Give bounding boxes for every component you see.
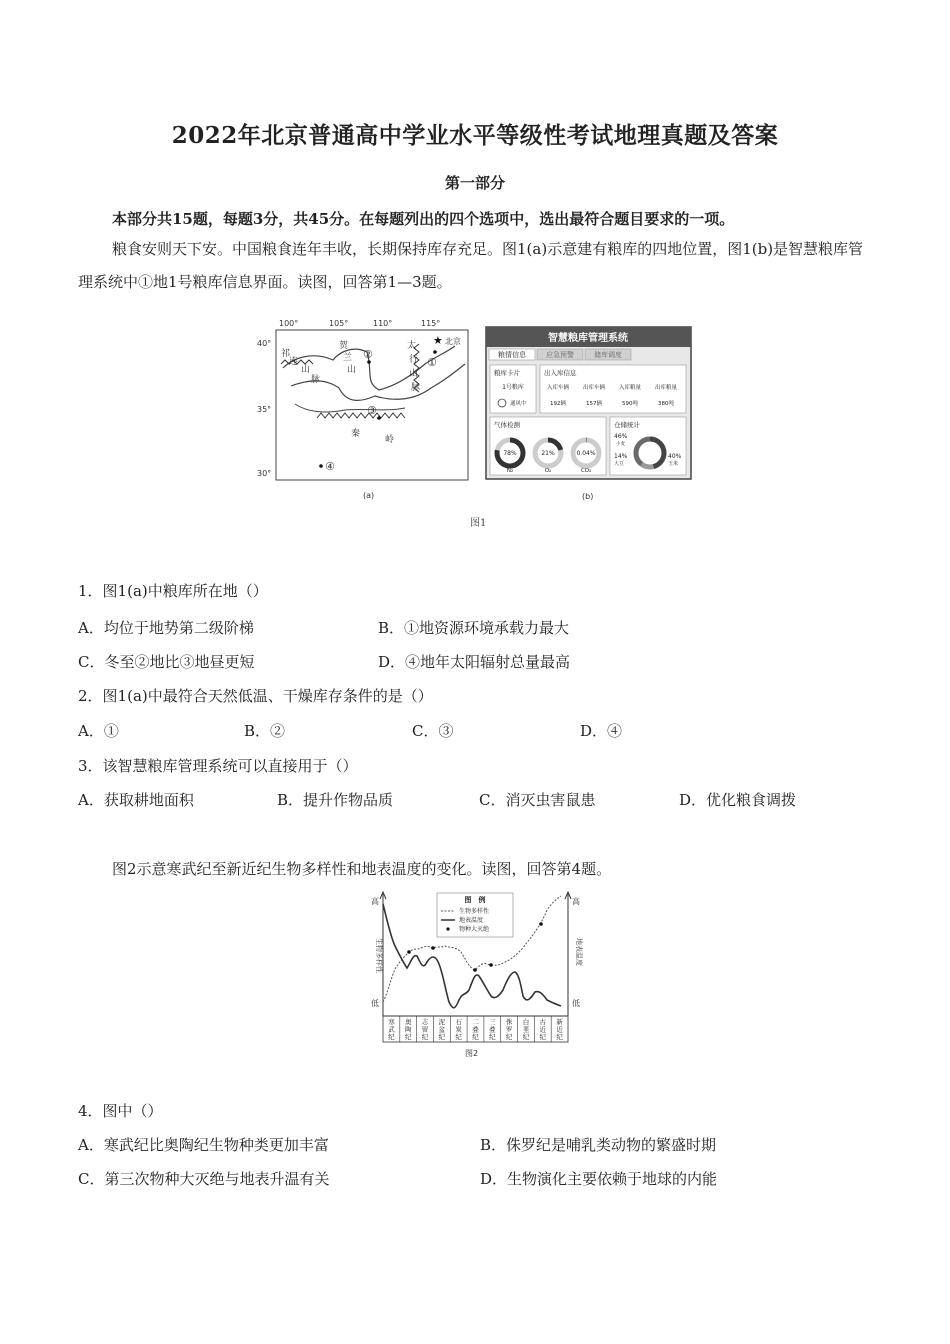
- figure-1a-label: (a): [363, 491, 375, 500]
- period-label: 陶: [404, 1025, 412, 1034]
- period-label: 志: [421, 1018, 429, 1026]
- beijing-label: 北京: [445, 337, 461, 346]
- svg-text:②: ②: [363, 348, 373, 361]
- q2-option-c: C．③: [412, 722, 454, 740]
- q2-stem: 2．图1(a)中最符合天然低温、干燥库存条件的是（）: [78, 687, 433, 705]
- instructions: 本部分共15题，每题3分，共45分。在每题列出的四个选项中，选出最符合题目要求的一项。: [112, 210, 735, 228]
- period-label: 近: [539, 1025, 547, 1034]
- svg-text:兰: 兰: [343, 353, 353, 363]
- svg-text:46%: 46%: [614, 433, 628, 440]
- q1-option-d: D．④地年太阳辐射总量最高: [378, 653, 571, 671]
- figure-1-caption: 图1: [470, 518, 487, 529]
- q2-option-a: A．①: [78, 722, 119, 740]
- figure-1b-label: (b): [582, 492, 594, 501]
- lon-label: 110°: [373, 319, 393, 328]
- left-high-label: 高: [371, 897, 379, 906]
- legend-title: 图 例: [464, 896, 486, 904]
- period-label: 纪: [404, 1033, 412, 1041]
- period-label: 罗: [505, 1025, 513, 1034]
- mountain-qinling: [317, 413, 405, 418]
- lon-label: 105°: [329, 319, 349, 328]
- svg-text:小麦: 小麦: [616, 442, 625, 447]
- q4-stem: 4．图中（）: [78, 1102, 163, 1120]
- q4-option-a: A．寒武纪比奥陶纪生物种类更加丰富: [78, 1136, 329, 1154]
- river-south: [295, 404, 405, 412]
- svg-text:1号粮库: 1号粮库: [502, 384, 524, 391]
- figure-1a-map: [255, 316, 480, 506]
- panel-header-title: 智慧粮库管理系统: [548, 333, 628, 344]
- period-label: 纪: [556, 1033, 563, 1041]
- gauge-percent: 0.04%: [576, 450, 596, 457]
- svg-text:出入库信息: 出入库信息: [544, 369, 577, 377]
- period-label: 石: [455, 1018, 462, 1026]
- intro-paragraph-2: 图2示意寒武纪至新近纪生物多样性和地表温度的变化。读图，回答第4题。: [112, 860, 612, 878]
- lon-label: 115°: [421, 319, 441, 328]
- svg-text:入库粮量: 入库粮量: [618, 385, 642, 391]
- q3-option-b: B．提升作物品质: [277, 791, 394, 809]
- period-label: 纪: [421, 1033, 429, 1041]
- svg-text:太: 太: [407, 341, 417, 351]
- period-label: 奥: [404, 1018, 412, 1026]
- svg-text:玉米: 玉米: [668, 461, 679, 467]
- q4-option-b: B．侏罗纪是哺乳类动物的繁盛时期: [480, 1136, 717, 1154]
- period-label: 炭: [455, 1025, 462, 1034]
- period-label: 纪: [438, 1033, 446, 1041]
- period-label: 纪: [455, 1033, 462, 1041]
- period-label: 留: [421, 1025, 429, 1034]
- star-icon: ★: [433, 334, 443, 347]
- svg-text:入库车辆: 入库车辆: [546, 385, 570, 391]
- svg-text:山: 山: [409, 369, 419, 379]
- svg-text:157辆: 157辆: [586, 401, 602, 407]
- svg-text:14%: 14%: [614, 453, 628, 460]
- period-label: 侏: [505, 1018, 513, 1026]
- svg-text:贺: 贺: [339, 341, 349, 351]
- extinction-point: [407, 950, 411, 954]
- period-label: 纪: [505, 1033, 513, 1041]
- right-axis-label: 地表温度: [575, 938, 583, 966]
- period-label: 叠: [489, 1025, 496, 1034]
- svg-text:590吨: 590吨: [622, 401, 638, 407]
- period-label: 纪: [489, 1033, 496, 1041]
- period-label: 寒: [388, 1018, 395, 1026]
- q3-stem: 3．该智慧粮库管理系统可以直接用于（）: [78, 757, 358, 775]
- period-label: 纪: [472, 1033, 479, 1041]
- q3-option-a: A．获取耕地面积: [78, 791, 194, 809]
- svg-text:①: ①: [427, 356, 437, 369]
- svg-text:粮库卡片: 粮库卡片: [494, 369, 520, 377]
- figure-2-caption: 图2: [465, 1049, 479, 1058]
- svg-text:应急预警: 应急预警: [546, 351, 574, 359]
- svg-text:祁: 祁: [281, 349, 291, 359]
- gauge-percent: 21%: [541, 450, 555, 457]
- extinction-point: [473, 968, 477, 972]
- lat-label: 40°: [257, 339, 272, 348]
- gauge-gas-name: CO₂: [580, 468, 592, 474]
- point-4: [319, 464, 323, 468]
- svg-text:③: ③: [367, 404, 377, 417]
- svg-text:④: ④: [325, 460, 335, 473]
- left-low-label: 低: [371, 999, 379, 1008]
- point-1: [433, 350, 437, 354]
- period-label: 叠: [472, 1025, 479, 1034]
- svg-text:粮情信息: 粮情信息: [498, 351, 526, 359]
- right-high-label: 高: [572, 897, 580, 906]
- extinction-point: [431, 946, 435, 950]
- right-low-label: 低: [572, 999, 580, 1008]
- svg-text:通风中: 通风中: [510, 401, 527, 407]
- period-label: 泥: [438, 1018, 446, 1026]
- period-label: 垩: [522, 1025, 530, 1034]
- q3-option-d: D．优化粮食调拨: [679, 791, 797, 809]
- svg-text:192辆: 192辆: [550, 401, 566, 407]
- svg-text:脉: 脉: [311, 375, 321, 385]
- period-label: 新: [556, 1018, 563, 1026]
- svg-text:出库粮量: 出库粮量: [654, 385, 678, 391]
- extinction-point: [539, 922, 543, 926]
- left-axis-label: 生物多样性: [375, 938, 383, 973]
- legend-extinction-swatch: [446, 927, 449, 930]
- svg-text:岭: 岭: [385, 435, 395, 445]
- svg-text:380吨: 380吨: [658, 401, 674, 407]
- figure-1b-panel: [484, 325, 694, 507]
- part-title: 第一部分: [444, 174, 505, 192]
- q3-option-c: C．消灭虫害鼠患: [479, 791, 596, 809]
- svg-text:行: 行: [409, 355, 419, 365]
- period-cells: [388, 1016, 563, 1042]
- svg-text:出库车辆: 出库车辆: [582, 385, 606, 391]
- period-label: 纪: [539, 1033, 547, 1041]
- q1-stem: 1．图1(a)中粮库所在地（）: [78, 582, 268, 600]
- svg-text:仓储统计: 仓储统计: [614, 421, 640, 429]
- legend-diversity: 生物多样性: [459, 908, 490, 915]
- svg-text:储库调度: 储库调度: [594, 351, 622, 359]
- period-label: 盆: [438, 1025, 446, 1034]
- lat-label: 35°: [257, 405, 272, 414]
- period-label: 白: [522, 1018, 530, 1026]
- q4-option-d: D．生物演化主要依赖于地球的内能: [480, 1170, 718, 1188]
- q2-option-d: D．④: [580, 722, 623, 740]
- svg-text:气体检测: 气体检测: [494, 421, 520, 429]
- legend-temp: 地表温度: [459, 917, 484, 924]
- svg-text:山: 山: [301, 365, 311, 375]
- svg-text:40%: 40%: [668, 453, 682, 460]
- svg-text:连: 连: [289, 357, 299, 367]
- q1-option-c: C．冬至②地比③地昼更短: [78, 653, 255, 671]
- period-label: 纪: [522, 1033, 530, 1041]
- q2-option-b: B．②: [244, 722, 286, 740]
- gauge-percent: 78%: [503, 450, 517, 457]
- q1-option-a: A．均位于地势第二级阶梯: [78, 619, 254, 637]
- page-title: 2022年北京普通高中学业水平等级性考试地理真题及答案: [171, 122, 779, 149]
- lon-label: 100°: [279, 319, 299, 328]
- q1-option-b: B．①地资源环境承载力最大: [378, 619, 570, 637]
- legend-extinction: 物种大灭绝: [459, 926, 490, 933]
- svg-text:山: 山: [347, 365, 357, 375]
- point-3: [377, 416, 381, 420]
- svg-text:秦: 秦: [351, 429, 361, 439]
- period-label: 古: [539, 1018, 547, 1026]
- q4-option-c: C．第三次物种大灭绝与地表升温有关: [78, 1170, 330, 1188]
- gauge-gas-name: O₂: [544, 468, 552, 474]
- gauge-gas-name: N₂: [506, 468, 514, 474]
- period-label: 二: [472, 1018, 479, 1026]
- period-label: 近: [556, 1025, 563, 1034]
- extinction-point: [489, 963, 493, 967]
- intro-paragraph-1: 粮食安则天下安。中国粮食连年丰收，长期保持库存充足。图1(a)示意建有粮库的四地位置，图1(b)是智慧粮库管理系统中①地1号粮库信息界面。读图，回答第1—3题。: [78, 240, 864, 291]
- period-label: 三: [489, 1018, 496, 1026]
- lat-label: 30°: [257, 469, 272, 478]
- figure-2-chart: [365, 890, 590, 1070]
- svg-text:脉: 脉: [411, 383, 421, 393]
- svg-text:大豆: 大豆: [614, 461, 625, 467]
- period-label: 武: [388, 1025, 395, 1034]
- period-label: 纪: [388, 1033, 395, 1041]
